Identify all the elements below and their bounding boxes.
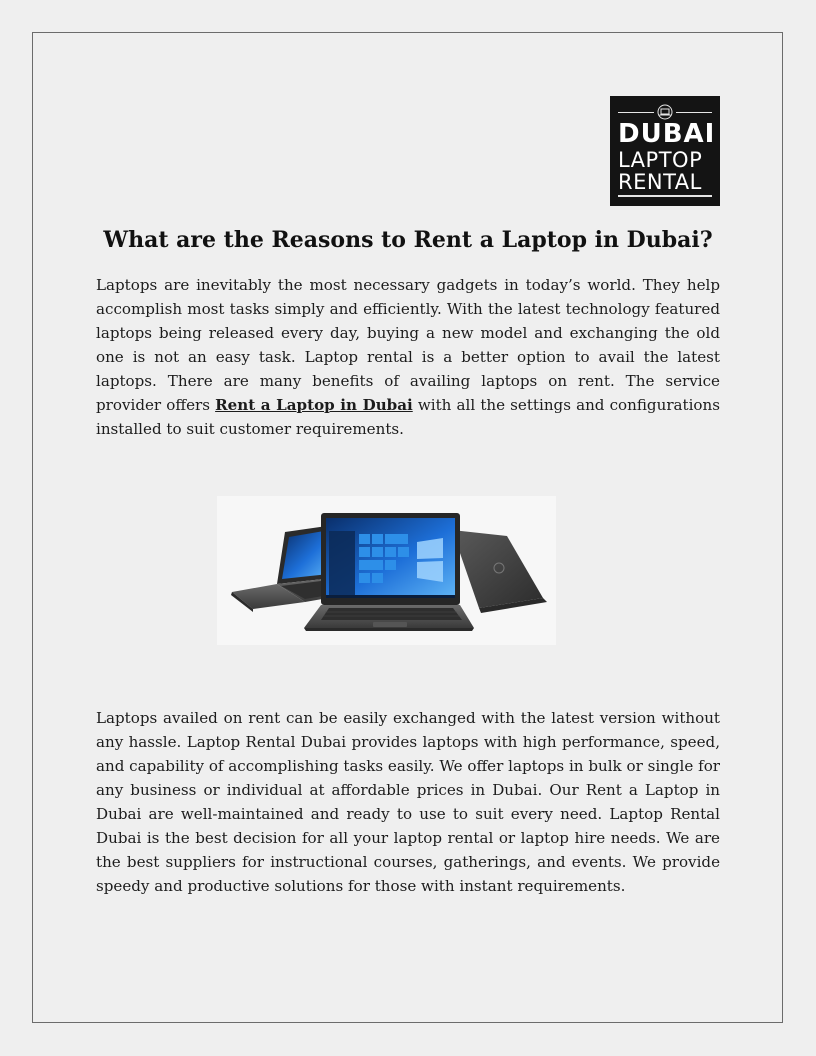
logo-line-rental: RENTAL [618,170,702,194]
intro-text-before-link: Laptops are inevitably the most necessary gadgets in today’s world. They help accomplish most tasks simply and efficiently. With the latest technology featured laptops being released every day, buying a new model and exchanging the old one is not an easy task. Laptop rental is a better option to avail the latest laptops. There are many benefits of availing laptops on rent. The service provider offers [96,276,720,414]
laptop-icon [654,104,676,120]
intro-paragraph [96,273,720,441]
laptops-image [217,496,556,645]
rent-laptop-dubai-link[interactable]: Rent a Laptop in Dubai [215,396,413,414]
dubai-laptop-rental-logo [610,96,720,206]
logo-line-dubai: DUBAI [618,119,716,149]
page-title: What are the Reasons to Rent a Laptop in Dubai? [103,227,713,253]
logo-rule-right [676,112,712,113]
intro-text-after-link: with all the settings and configurations installed to suit customer requirements. [96,396,720,438]
laptops-illustration [217,496,556,645]
logo-line-laptop: LAPTOP [618,148,703,172]
logo-underline [618,195,712,197]
logo-rule-left [618,112,654,113]
details-paragraph: Laptops availed on rent can be easily exchanged with the latest version without any hassle. Laptop Rental Dubai provides laptops with high performance, speed, and capability of accomplishing tasks easily. We offer laptops in bulk or single for any business or individual at affordable prices in Dubai. Our Rent a Laptop in Dubai are well-maintained and ready to use to suit every need. Laptop Rental Dubai is the best decision for all your laptop rental or laptop hire needs. We are the best suppliers for instructional courses, gatherings, and events. We provide speedy and productive solutions for those with instant requirements. [96,709,720,895]
